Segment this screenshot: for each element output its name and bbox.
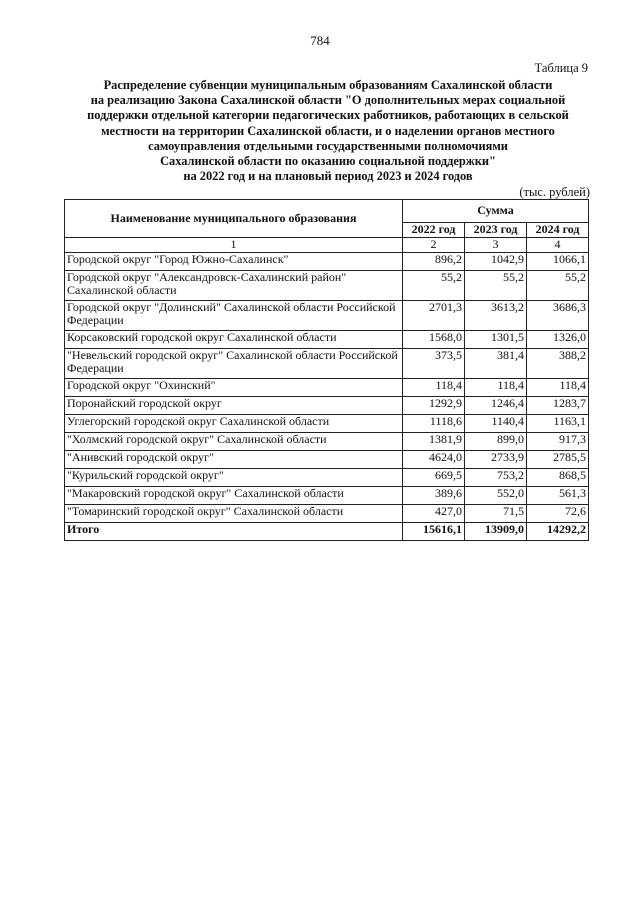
value-2024: 1163,1 (527, 414, 589, 432)
header-sum: Сумма (403, 200, 589, 223)
value-2024: 868,5 (527, 468, 589, 486)
title-line: поддержки отдельной категории педагогических работников, работающих в сельской (87, 108, 569, 123)
municipality-name: Корсаковский городской округ Сахалинской области (65, 330, 403, 348)
value-2024: 72,6 (527, 504, 589, 522)
header-year-2022: 2022 год (403, 223, 465, 238)
value-2023: 753,2 (465, 468, 527, 486)
value-2022: 1381,9 (403, 432, 465, 450)
value-2023: 118,4 (465, 378, 527, 396)
municipality-name: Углегорский городской округ Сахалинской области (65, 414, 403, 432)
header-name: Наименование муниципального образования (65, 200, 403, 238)
value-2022: 55,2 (403, 270, 465, 300)
value-2024: 118,4 (527, 378, 589, 396)
value-2023: 899,0 (465, 432, 527, 450)
value-2023: 552,0 (465, 486, 527, 504)
value-2023: 1140,4 (465, 414, 527, 432)
title-line: местности на территории Сахалинской области, и о наделении органов местного (101, 123, 555, 138)
value-2023: 1246,4 (465, 396, 527, 414)
table-header-row (65, 200, 589, 223)
column-number: 1 (65, 238, 403, 253)
table-row (65, 450, 589, 468)
value-2022: 1118,6 (403, 414, 465, 432)
table-row (65, 330, 589, 348)
value-2023: 1301,5 (465, 330, 527, 348)
value-2022: 118,4 (403, 378, 465, 396)
value-2024: 3686,3 (527, 300, 589, 330)
total-2022: 15616,1 (403, 522, 465, 540)
value-2023: 381,4 (465, 348, 527, 378)
table-row (65, 378, 589, 396)
title-line: на реализацию Закона Сахалинской области "О дополнительных мерах социальной (90, 93, 566, 108)
subvention-table (64, 199, 589, 541)
value-2022: 427,0 (403, 504, 465, 522)
units-label: (тыс. рублей) (519, 185, 590, 199)
municipality-name: "Холмский городской округ" Сахалинской области (65, 432, 403, 450)
value-2022: 373,5 (403, 348, 465, 378)
header-year-2024: 2024 год (527, 223, 589, 238)
value-2023: 3613,2 (465, 300, 527, 330)
value-2024: 1326,0 (527, 330, 589, 348)
municipality-name: "Невельский городской округ" Сахалинской области Российской Федерации (65, 348, 403, 378)
title-line: на 2022 год и на плановый период 2023 и 2024 годов (183, 169, 473, 184)
document-title (60, 78, 596, 184)
total-label: Итого (65, 522, 403, 540)
value-2022: 2701,3 (403, 300, 465, 330)
value-2023: 1042,9 (465, 252, 527, 270)
table-row (65, 432, 589, 450)
municipality-name: "Макаровский городской округ" Сахалинской области (65, 486, 403, 504)
value-2022: 1568,0 (403, 330, 465, 348)
title-line: самоуправления отдельными государственными полномочиями (148, 138, 508, 153)
table-row (65, 270, 589, 300)
table-row (65, 348, 589, 378)
column-number-row (65, 238, 589, 253)
municipality-name: "Томаринский городской округ" Сахалинской области (65, 504, 403, 522)
municipality-name: Городской округ "Долинский" Сахалинской области Российской Федерации (65, 300, 403, 330)
table-row (65, 414, 589, 432)
value-2023: 2733,9 (465, 450, 527, 468)
column-number: 3 (465, 238, 527, 253)
table-row (65, 504, 589, 522)
value-2024: 561,3 (527, 486, 589, 504)
title-line: Распределение субвенции муниципальным образованиям Сахалинской области (103, 78, 553, 92)
value-2023: 71,5 (465, 504, 527, 522)
table-row (65, 468, 589, 486)
value-2024: 1283,7 (527, 396, 589, 414)
value-2022: 4624,0 (403, 450, 465, 468)
table-row (65, 396, 589, 414)
value-2024: 388,2 (527, 348, 589, 378)
value-2022: 1292,9 (403, 396, 465, 414)
municipality-name: Городской округ "Город Южно-Сахалинск" (65, 252, 403, 270)
value-2024: 1066,1 (527, 252, 589, 270)
value-2022: 389,6 (403, 486, 465, 504)
table-row (65, 252, 589, 270)
total-row (65, 522, 589, 540)
value-2022: 669,5 (403, 468, 465, 486)
value-2022: 896,2 (403, 252, 465, 270)
value-2023: 55,2 (465, 270, 527, 300)
value-2024: 55,2 (527, 270, 589, 300)
total-2023: 13909,0 (465, 522, 527, 540)
header-year-2023: 2023 год (465, 223, 527, 238)
column-number: 4 (527, 238, 589, 253)
value-2024: 2785,5 (527, 450, 589, 468)
table-label: Таблица 9 (534, 61, 588, 75)
table-row (65, 300, 589, 330)
column-number: 2 (403, 238, 465, 253)
total-2024: 14292,2 (527, 522, 589, 540)
title-line: Сахалинской области по оказанию социальной поддержки" (160, 154, 496, 169)
municipality-name: Городской округ "Охинский" (65, 378, 403, 396)
municipality-name: Поронайский городской округ (65, 396, 403, 414)
municipality-name: "Курильский городской округ" (65, 468, 403, 486)
municipality-name: Городской округ "Александровск-Сахалинский район" Сахалинской области (65, 270, 403, 300)
value-2024: 917,3 (527, 432, 589, 450)
table-row (65, 486, 589, 504)
municipality-name: "Анивский городской округ" (65, 450, 403, 468)
page-number: 784 (310, 33, 330, 48)
